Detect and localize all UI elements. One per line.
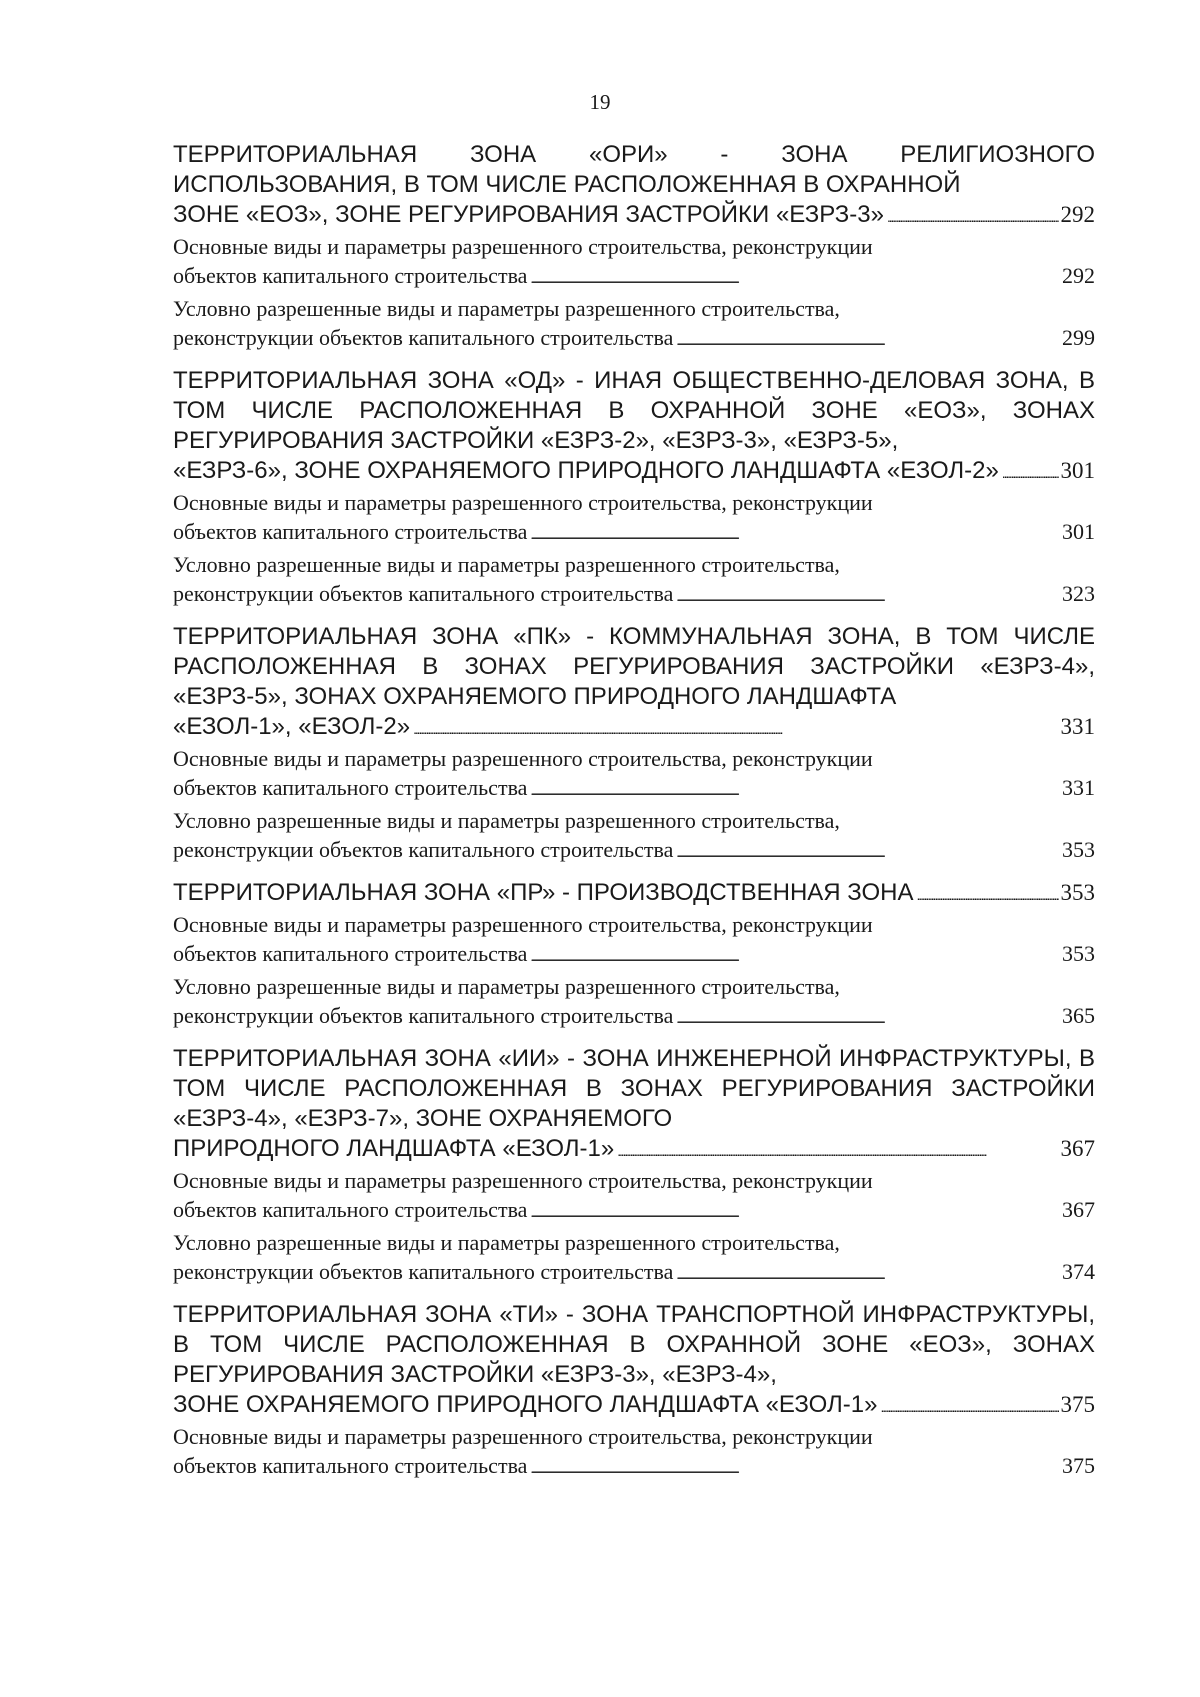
dot-leader xyxy=(530,517,1060,550)
toc-heading-tail-text: ТЕРРИТОРИАЛЬНАЯ ЗОНА «ПР» - ПРОИЗВОДСТВЕННАЯ ЗОНА xyxy=(173,879,914,906)
toc-section xyxy=(173,878,1095,1034)
toc-subentry-text: Основные виды и параметры разрешенного строительства, реконструкции xyxy=(173,1424,873,1449)
toc-subentry[interactable] xyxy=(173,1228,1095,1290)
toc-subentry-leader-line xyxy=(173,1195,1095,1228)
table-of-contents xyxy=(173,140,1095,1494)
toc-subentry-leader-line xyxy=(173,939,1095,972)
toc-heading-leader-line xyxy=(173,1390,1095,1422)
toc-subentry-text: Условно разрешенные виды и параметры разрешенного строительства, xyxy=(173,974,840,999)
toc-subentry[interactable] xyxy=(173,910,1095,972)
dot-leader xyxy=(676,835,1060,868)
toc-page-number: 301 xyxy=(1060,458,1095,483)
dot-leader xyxy=(530,1451,1060,1484)
toc-section xyxy=(173,1044,1095,1290)
toc-subentry[interactable] xyxy=(173,294,1095,356)
toc-page-number: 367 xyxy=(1060,1136,1095,1161)
toc-subentry-tail-text: объектов капитального строительства xyxy=(173,1197,528,1222)
toc-heading[interactable] xyxy=(173,1044,1095,1166)
toc-heading-text: ТЕРРИТОРИАЛЬНАЯ ЗОНА «ОРИ» - ЗОНА РЕЛИГИОЗНОГО ИСПОЛЬЗОВАНИЯ, В ТОМ ЧИСЛЕ РАСПОЛОЖЕННАЯ В ОХРАННОЙ xyxy=(173,141,1095,198)
toc-subentry-tail-text: объектов капитального строительства xyxy=(173,775,528,800)
toc-subentry-tail-text: реконструкции объектов капитального строительства xyxy=(173,1259,674,1284)
toc-subentry-text: Основные виды и параметры разрешенного строительства, реконструкции xyxy=(173,234,873,259)
dot-leader xyxy=(676,579,1060,612)
toc-heading[interactable] xyxy=(173,366,1095,488)
toc-heading-tail-text: «ЕЗОЛ-1», «ЕЗОЛ-2» xyxy=(173,713,411,740)
toc-page-number: 323 xyxy=(1062,581,1095,606)
dot-leader xyxy=(530,773,1060,806)
toc-subentry-tail-text: реконструкции объектов капитального строительства xyxy=(173,581,674,606)
toc-heading[interactable] xyxy=(173,878,1095,910)
toc-section xyxy=(173,622,1095,868)
toc-page-number: 375 xyxy=(1060,1392,1095,1417)
toc-section xyxy=(173,140,1095,356)
toc-subentry-leader-line xyxy=(173,261,1095,294)
toc-heading-tail-text: ПРИРОДНОГО ЛАНДШАФТА «ЕЗОЛ-1» xyxy=(173,1135,615,1162)
toc-subentry-tail-text: объектов капитального строительства xyxy=(173,1453,528,1478)
dot-leader xyxy=(530,261,1060,294)
toc-page-number: 299 xyxy=(1062,325,1095,350)
toc-page-number: 331 xyxy=(1060,714,1095,739)
toc-subentry[interactable] xyxy=(173,744,1095,806)
toc-heading[interactable] xyxy=(173,1300,1095,1422)
toc-page-number: 301 xyxy=(1062,519,1095,544)
toc-subentry-text: Основные виды и параметры разрешенного строительства, реконструкции xyxy=(173,490,873,515)
toc-page-number: 374 xyxy=(1062,1259,1095,1284)
toc-heading-text: ТЕРРИТОРИАЛЬНАЯ ЗОНА «ТИ» - ЗОНА ТРАНСПОРТНОЙ ИНФРАСТРУКТУРЫ, В ТОМ ЧИСЛЕ РАСПОЛОЖЕННАЯ В ОХРАННОЙ ЗОНЕ «ЕОЗ», ЗОНАХ РЕГУРИРОВАНИЯ ЗАСТРОЙКИ «ЕЗРЗ-3», «ЕЗРЗ-4», xyxy=(173,1301,1095,1388)
toc-page-number: 353 xyxy=(1062,941,1095,966)
toc-subentry[interactable] xyxy=(173,1422,1095,1484)
dot-leader xyxy=(880,1390,1058,1422)
toc-section xyxy=(173,366,1095,612)
toc-subentry-text: Основные виды и параметры разрешенного строительства, реконструкции xyxy=(173,912,873,937)
toc-heading-text: ТЕРРИТОРИАЛЬНАЯ ЗОНА «ИИ» - ЗОНА ИНЖЕНЕРНОЙ ИНФРАСТРУКТУРЫ, В ТОМ ЧИСЛЕ РАСПОЛОЖЕННАЯ В ЗОНАХ РЕГУРИРОВАНИЯ ЗАСТРОЙКИ «ЕЗРЗ-4», «ЕЗРЗ-7», ЗОНЕ ОХРАНЯЕМОГО xyxy=(173,1045,1095,1132)
toc-subentry-tail-text: реконструкции объектов капитального строительства xyxy=(173,325,674,350)
toc-subentry-leader-line xyxy=(173,323,1095,356)
dot-leader xyxy=(917,878,1059,910)
dot-leader xyxy=(413,712,1058,744)
dot-leader xyxy=(530,939,1060,972)
toc-subentry[interactable] xyxy=(173,1166,1095,1228)
toc-subentry-leader-line xyxy=(173,1257,1095,1290)
toc-subentry[interactable] xyxy=(173,806,1095,868)
toc-subentry-leader-line xyxy=(173,517,1095,550)
toc-page-number: 292 xyxy=(1062,263,1095,288)
toc-subentry-text: Условно разрешенные виды и параметры разрешенного строительства, xyxy=(173,808,840,833)
toc-subentry-tail-text: реконструкции объектов капитального строительства xyxy=(173,837,674,862)
dot-leader xyxy=(887,200,1059,232)
toc-subentry-tail-text: объектов капитального строительства xyxy=(173,941,528,966)
toc-heading-tail-text: ЗОНЕ «ЕОЗ», ЗОНЕ РЕГУРИРОВАНИЯ ЗАСТРОЙКИ «ЕЗРЗ-3» xyxy=(173,201,884,228)
toc-page-number: 367 xyxy=(1062,1197,1095,1222)
dot-leader xyxy=(676,1001,1060,1034)
toc-heading-leader-line xyxy=(173,456,1095,488)
toc-subentry-tail-text: реконструкции объектов капитального строительства xyxy=(173,1003,674,1028)
toc-subentry-leader-line xyxy=(173,773,1095,806)
dot-leader xyxy=(617,1134,1058,1166)
dot-leader xyxy=(530,1195,1060,1228)
toc-page-number: 331 xyxy=(1062,775,1095,800)
toc-page-number: 292 xyxy=(1060,202,1095,227)
toc-subentry[interactable] xyxy=(173,232,1095,294)
toc-subentry[interactable] xyxy=(173,972,1095,1034)
toc-heading-tail-text: ЗОНЕ ОХРАНЯЕМОГО ПРИРОДНОГО ЛАНДШАФТА «ЕЗОЛ-1» xyxy=(173,1391,878,1418)
dot-leader xyxy=(1002,456,1059,488)
toc-subentry-leader-line xyxy=(173,579,1095,612)
toc-heading-text: ТЕРРИТОРИАЛЬНАЯ ЗОНА «ПК» - КОММУНАЛЬНАЯ ЗОНА, В ТОМ ЧИСЛЕ РАСПОЛОЖЕННАЯ В ЗОНАХ РЕГУРИРОВАНИЯ ЗАСТРОЙКИ «ЕЗРЗ-4», «ЕЗРЗ-5», ЗОНАХ ОХРАНЯЕМОГО ПРИРОДНОГО ЛАНДШАФТА xyxy=(173,623,1095,710)
toc-page-number: 353 xyxy=(1062,837,1095,862)
toc-heading[interactable] xyxy=(173,140,1095,232)
toc-subentry-text: Основные виды и параметры разрешенного строительства, реконструкции xyxy=(173,746,873,771)
toc-page-number: 365 xyxy=(1062,1003,1095,1028)
toc-section xyxy=(173,1300,1095,1484)
page-number: 19 xyxy=(589,90,611,114)
toc-heading[interactable] xyxy=(173,622,1095,744)
toc-heading-tail-text: «ЕЗРЗ-6», ЗОНЕ ОХРАНЯЕМОГО ПРИРОДНОГО ЛАНДШАФТА «ЕЗОЛ-2» xyxy=(173,457,999,484)
toc-heading-leader-line xyxy=(173,878,1095,910)
toc-subentry-text: Условно разрешенные виды и параметры разрешенного строительства, xyxy=(173,1230,840,1255)
dot-leader xyxy=(676,1257,1060,1290)
toc-subentry-tail-text: объектов капитального строительства xyxy=(173,263,528,288)
dot-leader xyxy=(676,323,1060,356)
toc-subentry-text: Условно разрешенные виды и параметры разрешенного строительства, xyxy=(173,552,840,577)
toc-heading-leader-line xyxy=(173,712,1095,744)
toc-heading-leader-line xyxy=(173,200,1095,232)
toc-subentry[interactable] xyxy=(173,550,1095,612)
toc-page-number: 353 xyxy=(1060,880,1095,905)
toc-subentry-leader-line xyxy=(173,835,1095,868)
toc-heading-text: ТЕРРИТОРИАЛЬНАЯ ЗОНА «ОД» - ИНАЯ ОБЩЕСТВЕННО-ДЕЛОВАЯ ЗОНА, В ТОМ ЧИСЛЕ РАСПОЛОЖЕННАЯ В ОХРАННОЙ ЗОНЕ «ЕОЗ», ЗОНАХ РЕГУРИРОВАНИЯ ЗАСТРОЙКИ «ЕЗРЗ-2», «ЕЗРЗ-3», «ЕЗРЗ-5», xyxy=(173,367,1095,454)
toc-subentry-text: Основные виды и параметры разрешенного строительства, реконструкции xyxy=(173,1168,873,1193)
toc-subentry-tail-text: объектов капитального строительства xyxy=(173,519,528,544)
toc-subentry-text: Условно разрешенные виды и параметры разрешенного строительства, xyxy=(173,296,840,321)
toc-subentry[interactable] xyxy=(173,488,1095,550)
toc-subentry-leader-line xyxy=(173,1001,1095,1034)
toc-heading-leader-line xyxy=(173,1134,1095,1166)
toc-subentry-leader-line xyxy=(173,1451,1095,1484)
toc-page-number: 375 xyxy=(1062,1453,1095,1478)
